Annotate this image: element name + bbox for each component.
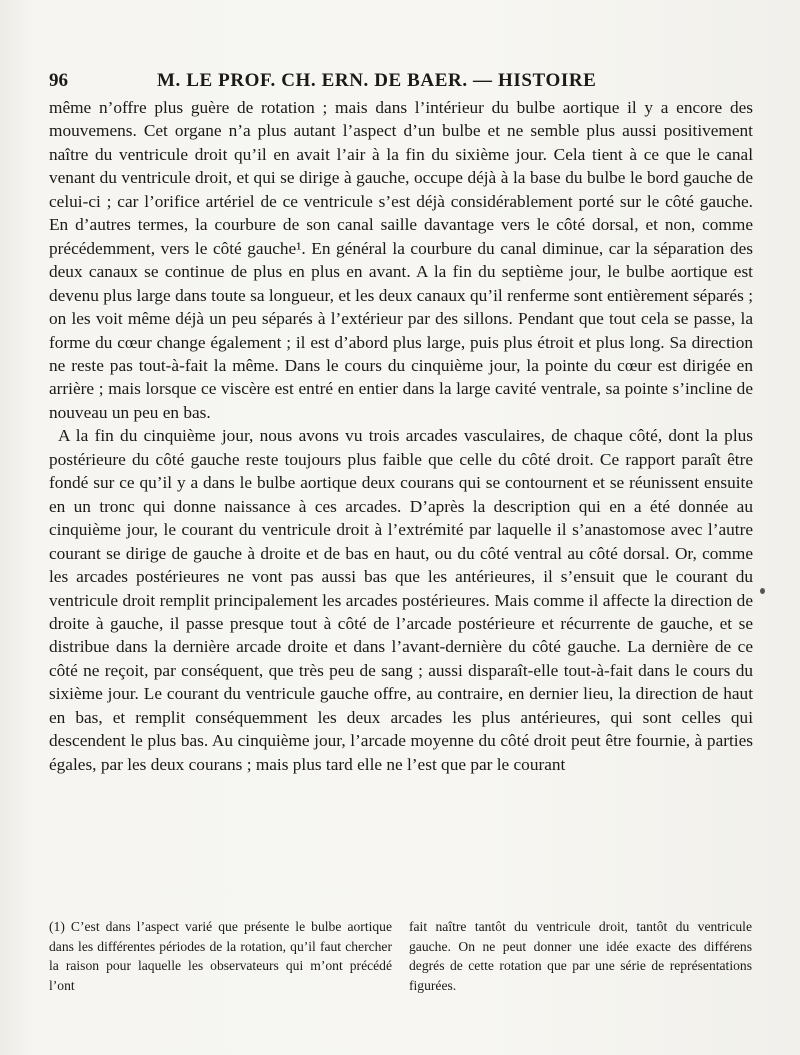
- page-header: [49, 70, 749, 96]
- footnotes: [49, 917, 753, 997]
- paragraph: A la fin du cinquième jour, nous avons vu trois arcades vasculaires, de chaque côté, dont la plus postérieure du côté gauche reste toujours plus faible que celle du côté droit. Ce rapport paraît être fondé sur ce qu’il y a dans le bulbe aortique deux courans qui se contournent et se réunissent ensuite en un tronc qui donne naissance à ces arcades. D’après la description qui en a été donnée au cinquième jour, le courant du ventricule droit à l’extrémité par laquelle il s’anastomose avec l’autre courant se dirige de gauche à droite et de bas en haut, ou du côté ventral au côté dorsal. Or, comme les arcades postérieures ne vont pas aussi bas que les antérieures, il s’ensuit que le courant du ventricule droit remplit principalement les arcades postérieures. Mais comme il affecte la direction de droite à gauche, il passe presque tout à côté de l’arcade postérieure et récurrente de gauche, et se distribue dans la dernière arcade droite et dans l’avant-dernière du côté gauche. La dernière de ce côté ne reçoit, par conséquent, que très peu de sang ; aussi disparaît-elle tout-à-fait dans le cours du sixième jour. Le courant du ventricule gauche offre, au contraire, en dernier lieu, la direction de haut en bas, et remplit conséquemment les deux arcades les plus antérieures, qui sont celles qui descendent le plus bas. Au cinquième jour, l’arcade moyenne du côté droit peut être fournie, à parties égales, par les deux courans ; mais plus tard elle ne l’est que par le courant: [49, 426, 753, 774]
- footnote-right-column: fait naître tantôt du ventricule droit, tantôt du ventricule gauche. On ne peut donner une idée exacte des différens degrés de cette rotation que par une série de représentations figurées.: [409, 919, 752, 993]
- running-head: M. LE PROF. CH. ERN. DE BAER. — HISTOIRE: [157, 70, 597, 91]
- body-text: [49, 96, 753, 776]
- footnote-left-column: (1) C’est dans l’aspect varié que présente le bulbe aortique dans les différentes périodes de la rotation, qu’il faut chercher la raison pour laquelle les observateurs qui m’ont précédé l’ont: [49, 919, 392, 993]
- page-number: 96: [49, 70, 68, 91]
- ink-mark: [760, 588, 765, 594]
- paragraph: même n’offre plus guère de rotation ; mais dans l’intérieur du bulbe aortique il y a encore des mouvemens. Cet organe n’a plus autant l’aspect d’un bulbe et ne semble plus aussi positivement naître du ventricule droit qu’il en avait l’air à la fin du sixième jour. Cela tient à ce que le canal venant du ventricule droit, et qui se dirige à gauche, occupe déjà à la base du bulbe le bord gauche de celui-ci ; car l’orifice artériel de ce ventricule s’est déjà considérablement porté sur le côté gauche. En d’autres termes, la courbure de son canal saille davantage vers le côté dorsal, et non, comme précédemment, vers le côté gauche¹. En général la courbure du canal diminue, car la séparation des deux canaux se continue de plus en plus en avant. A la fin du septième jour, le bulbe aortique est devenu plus large dans toute sa longueur, et les deux canaux qu’il renferme sont entièrement séparés ; on les voit même déjà un peu séparés à l’extérieur par des sillons. Pendant que tout cela se passe, la forme du cœur change également ; il est d’abord plus large, puis plus étroit et plus long. Sa direction ne reste pas tout-à-fait la même. Dans le cours du cinquième jour, la pointe du cœur est dirigée en arrière ; mais lorsque ce viscère est entré en entier dans la large cavité ventrale, sa pointe s’incline de nouveau un peu en bas.: [49, 98, 753, 422]
